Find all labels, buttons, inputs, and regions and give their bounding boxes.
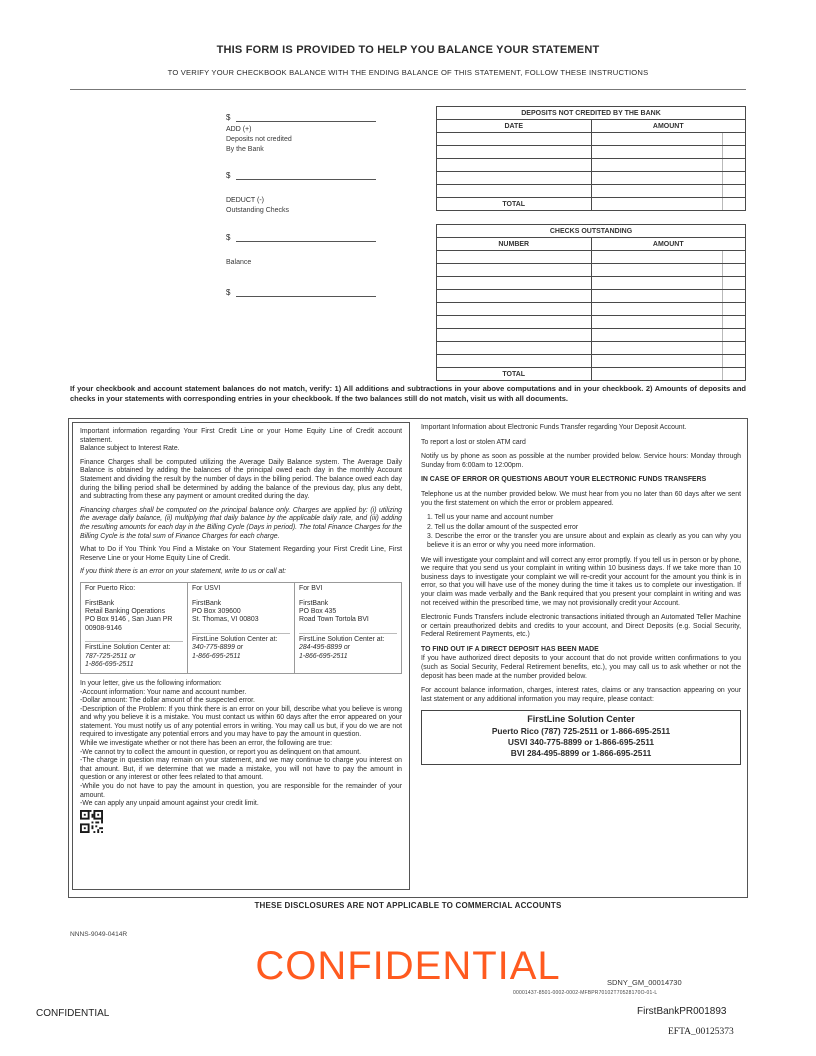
phone-number: 284-495-8899 or [299,644,350,652]
credit-line-disclosure [72,422,410,890]
verify-instructions: If your checkbook and account statement balances do not match, verify: 1) All additions and subtractions in your above computations and in your checkbook. 2) Amounts of deposits and checks in your statements with corresponding entries in your checkbook. If the two balances still do not match, visit us with all documents. [70,384,746,403]
table-row [437,342,746,355]
org-line: PO Box 309600 [192,607,241,615]
bates-number: FirstBankPR001893 [637,1006,727,1017]
org-line: FirstBank [192,599,222,607]
solution-center-title: FirstLine Solution Center [527,714,635,725]
contact-column-usvi [187,583,294,673]
date-column-header: DATE [437,120,592,133]
qr-code [80,810,103,838]
fill-in-line [236,288,376,297]
table-row [437,355,746,368]
balance-label: Balance [226,259,252,266]
table-total-row [437,368,746,381]
amount-line-2 [226,170,376,180]
contact-column-bvi [294,583,401,673]
table-title-row [437,107,746,120]
direct-deposit-paragraph: If you have authorized direct deposits to your account that do not provide written confirmations to you (such as Social Security, Federal Retirement benefits, etc.), you may call us to ask whether or not the deposit has been made at the number provided below. [421,655,741,680]
investigation-item: -The charge in question may remain on your statement, and we may continue to charge you interest on that amount. But, if we determine that we made a mistake, you will not have to pay the amount in question or any interest or other fees related to that amount. [80,757,402,782]
solution-center-label: FirstLine Solution Center at: [192,633,290,645]
eft-definition-paragraph: Electronic Funds Transfers include electronic transactions initiated through an Automated Teller Machine or certain preauthorized debits and credits to your account, and Direct Deposits (e.g. Social Security, Federal Retirement Payments, etc.) [421,614,741,639]
dollar-sign: $ [226,113,231,122]
org-line: FirstBank [85,599,115,607]
eft-intro: Important Information about Electronic Funds Transfer regarding Your Deposit Account. [421,424,687,431]
org-line: PO Box 9146 , San Juan PR [85,616,173,624]
amount-line-4 [226,287,376,297]
deposits-table [436,106,746,211]
org-line: FirstBank [299,599,329,607]
checks-total-label: TOTAL [437,368,592,381]
financing-charges-paragraph: Financing charges shall be computed on the principal balance only. Charges are applied by: (i) utilizing the average daily balance, (ii) multiplying that daily balance by the applicable daily rate, and (iii) adding the resulting amounts for each day in the Billing Cycle (Days in period). The total Finance Charges for the Billing Cycle is the total sum of Finance Charges for each charge. [80,506,402,540]
direct-deposit-heading: TO FIND OUT IF A DIRECT DEPOSIT HAS BEEN MADE [421,645,599,653]
amount-line-1 [226,112,376,122]
table-row [437,303,746,316]
table-header-row [437,238,746,251]
phone-number: 1-866-695-2511 [299,652,348,660]
investigation-note: While we investigate whether or not there has been an error, the following are true: [80,740,333,748]
form-number: NNNS-9049-0414R [70,931,128,938]
amount-column-header: AMOUNT [591,120,746,133]
error-write-note: If you think there is an error on your statement, write to us or call at: [80,568,287,576]
header-divider [70,89,746,90]
table-row [437,185,746,198]
add-label: ADD (+) [226,126,252,133]
org-line: Retail Banking Operations [85,607,166,615]
credit-contact-table [80,582,402,674]
telephone-paragraph: Telephone us at the number provided below. We must hear from you no later than 60 days after we sent you the first statement on which the error or problem appeared. [421,490,741,507]
org-line: St. Thomas, VI 00803 [192,616,259,624]
checks-table-title: CHECKS OUTSTANDING [437,225,746,238]
contact-region-label: For USVI [192,584,221,592]
table-row [437,329,746,342]
phone-number: USVI 340-775-8899 or 1-866-695-2511 [507,737,655,748]
error-step: 3. Describe the error or the transfer you are unsure about and explain as clearly as you can why you believe it is an error or why you need more information. [427,533,741,549]
phone-number: 340-775-8899 or [192,644,243,652]
org-line: PO Box 435 [299,607,337,615]
error-step: 2. Tell us the dollar amount of the suspected error [427,523,579,531]
contact-column-puerto-rico [81,583,187,673]
amount-column-header: AMOUNT [591,238,746,251]
investigate-paragraph: We will investigate your complaint and will correct any error promptly. If you tell us in person or by phone, we require that you send us your complaint in writing within 10 business days. If we take more than 10 business days to investigate your complaint we will re-credit your account for the amount you think is in error, so that you will have use of the money during the time it takes us to complete our investigation. If your claim was made verbally and the Bank required that you present your complaint in writing and was not received within the prescribed time, we may not provisionally credit your Account. [421,556,741,607]
contact-address [192,600,290,625]
credit-disclosure-intro: Important information regarding Your First Credit Line or your Home Equity Line of Credit account statement. [80,428,402,444]
error-step: 1. Tell us your name and account number [427,514,554,522]
dollar-sign: $ [226,288,231,297]
fill-in-line [236,171,376,180]
confidential-footer-label: CONFIDENTIAL [36,1008,110,1019]
confidential-watermark: CONFIDENTIAL [255,944,561,988]
deposits-table-title: DEPOSITS NOT CREDITED BY THE BANK [437,107,746,120]
finance-charges-paragraph: Finance Charges shall be computed utilizing the Average Daily Balance system. The Average Daily Balance is obtained by adding the balances of the principal owed each day in the monthly Account Statement and dividing the result by the number of days in the billing period. The balance owed each day during the billing period shall be determined by adding the balance of the previous day, plus any debt, and subtracting from these any payment or amount credited during the day. [80,458,402,501]
number-column-header: NUMBER [437,238,592,251]
efta-number: EFTA_00125373 [668,1027,734,1037]
table-row [437,316,746,329]
page-title: THIS FORM IS PROVIDED TO HELP YOU BALANCE YOUR STATEMENT [216,44,600,56]
add-sublabel-2: By the Bank [226,146,264,153]
investigation-item: -While you do not have to pay the amount in question, you are responsible for the remainder of your amount. [80,783,402,799]
table-title-row [437,225,746,238]
table-row [437,251,746,264]
dollar-sign: $ [226,171,231,180]
phone-number: 1-866-695-2511 [85,661,134,669]
page-subtitle: TO VERIFY YOUR CHECKBOOK BALANCE WITH THE ENDING BALANCE OF THIS STATEMENT, FOLLOW THESE INSTRUCTIONS [167,68,649,77]
solution-center-label: FirstLine Solution Center at: [85,641,183,653]
fill-in-line [236,113,376,122]
contact-region-label: For Puerto Rico: [85,584,136,592]
document-control-number: 00001437-8501-0002-0002-MFBPR70102T70528170O-01-L [513,990,658,996]
balance-interest-note: Balance subject to Interest Rate. [80,445,180,453]
letter-info-item: -Dollar amount: The dollar amount of the suspected error. [80,697,255,705]
mistake-heading: What to Do if You Think You Find a Mistake on Your Statement Regarding your First Credit Line, First Reserve Line or your Home Equity Line of Credit. [80,546,402,562]
org-line: 00908-9146 [85,624,122,632]
solution-center-label: FirstLine Solution Center at: [299,633,397,645]
add-sublabel-1: Deposits not credited [226,136,292,143]
letter-info-heading: In your letter, give us the following information: [80,679,222,687]
investigation-item: -We cannot try to collect the amount in question, or report you as delinquent on that amount. [80,748,362,756]
lost-card-heading: To report a lost or stolen ATM card [421,438,526,446]
table-row [437,277,746,290]
fill-in-line [236,233,376,242]
investigation-item: -We can apply any unpaid amount against your credit limit. [80,800,259,808]
letter-info-item: -Account information: Your name and account number. [80,688,247,696]
phone-number: 1-866-695-2511 [192,652,241,660]
amount-line-3 [226,232,376,242]
table-header-row [437,120,746,133]
dollar-sign: $ [226,233,231,242]
phone-number: BVI 284-495-8899 or 1-866-695-2511 [510,748,652,759]
org-line: Road Town Tortola BVI [299,616,369,624]
table-row [437,133,746,146]
table-row [437,146,746,159]
deposits-total-label: TOTAL [437,198,592,211]
checks-table [436,224,746,381]
table-row [437,290,746,303]
eft-disclosure [421,424,741,765]
phone-number: 787-725-2511 or [85,652,136,660]
letter-info-item: -Description of the Problem: If you think there is an error on your bill, describe what you believe is wrong and why you believe it is a mistake. You must contact us within 60 days after the error appeared on your statement. You must notify us of any potential errors in writing. You may call us but, if you do we are not required to investigate any potential errors and you may have to pay the amount in question. [80,705,402,739]
solution-center-box [421,710,741,765]
error-questions-heading: IN CASE OF ERROR OR QUESTIONS ABOUT YOUR ELECTRONIC FUNDS TRANSFERS [421,476,707,484]
disclosures-section [68,418,748,898]
deduct-sublabel: Outstanding Checks [226,207,290,214]
contact-region-label: For BVI [299,584,323,592]
phone-number: Puerto Rico (787) 725-2511 or 1-866-695-2511 [491,726,671,737]
table-row [437,159,746,172]
notify-paragraph: Notify us by phone as soon as possible at the number provided below. Service hours: Monday through Sunday from 6:00am to 12:00pm. [421,453,741,469]
commercial-accounts-note: THESE DISCLOSURES ARE NOT APPLICABLE TO COMMERCIAL ACCOUNTS [254,901,562,910]
contact-address [85,600,183,634]
table-row [437,264,746,277]
table-row [437,172,746,185]
balance-worksheet [226,112,376,297]
sdny-stamp: SDNY_GM_00014730 [607,978,682,987]
contact-address [299,600,397,625]
account-balance-paragraph: For account balance information, charges, interest rates, claims or any transaction appearing on your last statement or any additional information you may require, please contact: [421,687,741,703]
error-steps-list [421,514,741,550]
deduct-label: DEDUCT (-) [226,197,264,204]
table-total-row [437,198,746,211]
